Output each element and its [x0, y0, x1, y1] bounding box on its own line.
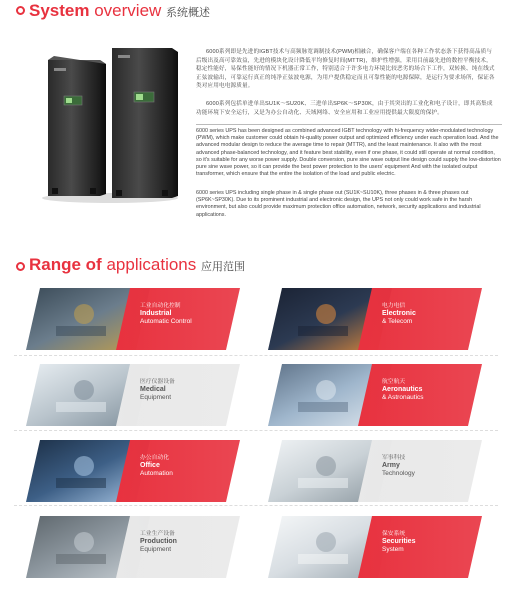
application-label-cn: 医疗仪器设备 [140, 379, 175, 385]
divider [196, 124, 502, 125]
application-label-en-1: Industrial [140, 310, 172, 317]
ring-bullet-icon [16, 262, 25, 271]
title-bold: System [29, 1, 90, 20]
application-card [268, 440, 484, 502]
separator [14, 355, 498, 356]
application-label-cn: 办公自动化 [140, 455, 169, 461]
application-label-en-2: & Astronautics [382, 394, 424, 402]
title-cn: 应用范围 [200, 261, 245, 273]
title-bold: Range of [29, 255, 102, 274]
application-label-en-2: Automation [140, 470, 173, 478]
application-label-cn: 工业自动化控制 [140, 303, 181, 309]
application-label-en-1: Securities [382, 538, 416, 545]
application-label-cn: 军事科技 [382, 455, 406, 461]
application-card [26, 516, 242, 578]
overview-paragraph-en: 6000 series UPS has been designed as combined advanced IGBT technology with hi-frequency wider-modulated technology (PWM), which make customer could obtain hi-quality power output and optimized efficiency under each operation load. And the advanced modular design to reduce the average time to repair (MTTR), and the least maintenance. It also with the most advanced phase-balanced technology, and it feature best stability, even if one phase, it could still operate at normal condition, so it's suitable for any worse power supply. Double conversion, pure sine wave output line design could supply the low-distortion pure sine wave power, so it can provide the best power protection to the users' equipment And with the isolated output transformer, which ensure that the entire the isolation of the load and public electric. [196, 128, 501, 178]
application-label [382, 454, 482, 478]
application-label-en-1: Aeronautics [382, 386, 423, 393]
application-card [268, 516, 484, 578]
application-label-cn: 保安系统 [382, 531, 406, 537]
application-label-en-1: Army [382, 462, 400, 469]
overview-paragraph-cn-2: 6000系列包括单进单出SU1K～SU20K、三进单出SP6K～SP30K，由于其突出的工业化和电子设计，即其高集成功能环境下安全运行，又是为办公自动化、天域网络、安全应用和工业应用提供最大限度的保护。 [196, 101, 493, 116]
title-light: overview [94, 1, 162, 20]
application-label [382, 302, 482, 326]
application-label-cn: 工业生产设备 [140, 531, 175, 537]
section-title-applications [29, 255, 245, 275]
application-card [26, 288, 242, 350]
application-label-en-2: Equipment [140, 394, 172, 402]
application-label-en-2: Technology [382, 470, 415, 478]
application-label-en-1: Office [140, 462, 160, 469]
application-label-cn: 航空航天 [382, 379, 406, 385]
application-label-cn: 电力电信 [382, 303, 406, 309]
ups-cabinet-image [40, 48, 180, 204]
separator [14, 430, 498, 431]
application-label-en-2: & Telecom [382, 318, 413, 326]
title-light: applications [106, 255, 197, 274]
application-label-en-2: Equipment [140, 546, 172, 554]
application-label [382, 378, 482, 402]
application-card [26, 364, 242, 426]
application-label-en-2: Automatic Control [140, 318, 192, 326]
application-label [140, 302, 240, 326]
overview-paragraph-en-2: 6000 series UPS including single phase in & single phase out (SU1K~SU10K), three phases in & three phases out (SP6K~SP30K). Due to its prominent industrial and electronic design, the UPS not only could work safe in the harsh environment, but also could provide maximum protection office automation, network, security applications and industrial applications. [196, 190, 481, 218]
application-label [140, 378, 240, 402]
application-card [268, 364, 484, 426]
application-label-en-2: System [382, 546, 404, 554]
application-label-en-1: Medical [140, 386, 166, 393]
application-label-en-1: Electronic [382, 310, 416, 317]
separator [14, 505, 498, 506]
application-label-en-1: Production [140, 538, 177, 545]
section-title-system [29, 1, 210, 21]
application-card [268, 288, 484, 350]
application-label [140, 530, 240, 554]
application-label [382, 530, 482, 554]
application-card [26, 440, 242, 502]
title-cn: 系统概述 [166, 7, 211, 19]
ring-bullet-icon [16, 6, 25, 15]
overview-paragraph-cn: 6000系列即是先进的IGBT技术与高频脉宽调制技术(PWM)相融合，确保客户端在各种工作状态条下获得高品质与后级出及高可靠效益，先进的模块化设计降低平均修复时间(MTTR)，维护性增强，采用目前最先进的数控平衡技术，稳定性能好，易保性能好的情况下机器正常工作，特别适合于许多电力环境比较恶劣的场合下工作，双转换、纯在线式正弦波输出，可靠运行真正的纯净正弦波电源，为用户提供稳定而且可靠性能的电源保障，是运行为要求场所，保证各类对应用电电源质量。 [196, 49, 495, 90]
application-label [140, 454, 240, 478]
